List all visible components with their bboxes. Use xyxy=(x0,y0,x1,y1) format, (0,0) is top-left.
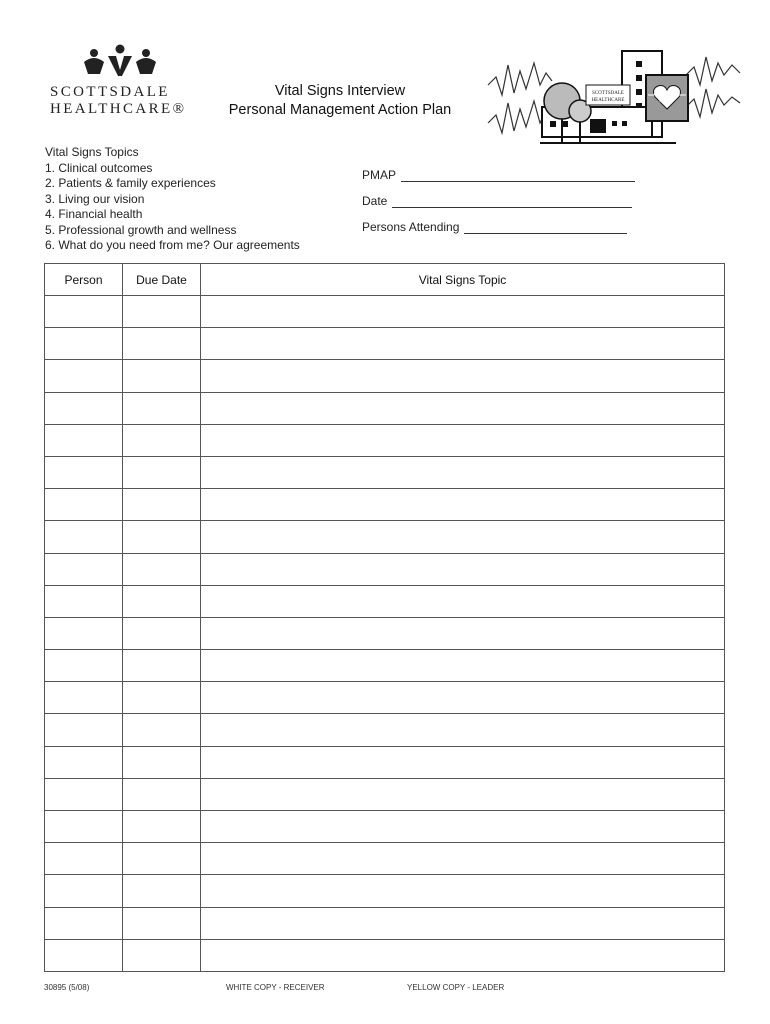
date-field[interactable] xyxy=(392,195,632,208)
table-row xyxy=(45,778,725,810)
person-cell[interactable] xyxy=(45,778,123,810)
table-row xyxy=(45,521,725,553)
pmap-field[interactable] xyxy=(401,169,635,182)
action-plan-table xyxy=(44,263,725,972)
topic-item: 3. Living our vision xyxy=(45,191,145,206)
person-cell[interactable] xyxy=(45,907,123,939)
due-date-cell[interactable] xyxy=(123,521,201,553)
due-date-cell[interactable] xyxy=(123,650,201,682)
logo-line-2: HEALTHCARE® xyxy=(50,101,187,117)
table-row xyxy=(45,682,725,714)
topic-item: 2. Patients & family experiences xyxy=(45,176,216,190)
vital-signs-topic-cell[interactable] xyxy=(201,746,725,778)
topics-heading: Vital Signs Topics xyxy=(45,145,139,159)
due-date-cell[interactable] xyxy=(123,746,201,778)
due-date-cell[interactable] xyxy=(123,456,201,488)
table-row xyxy=(45,811,725,843)
person-cell[interactable] xyxy=(45,360,123,392)
yellow-copy-note: YELLOW COPY - LEADER xyxy=(407,983,505,992)
vital-signs-topic-cell[interactable] xyxy=(201,714,725,746)
person-cell[interactable] xyxy=(45,424,123,456)
due-date-cell[interactable] xyxy=(123,489,201,521)
due-date-cell[interactable] xyxy=(123,939,201,971)
person-cell[interactable] xyxy=(45,682,123,714)
person-cell[interactable] xyxy=(45,553,123,585)
topic-item: 1. Clinical outcomes xyxy=(45,160,153,175)
due-date-cell[interactable] xyxy=(123,714,201,746)
topic-item: 4. Financial health xyxy=(45,207,143,221)
due-date-cell[interactable] xyxy=(123,553,201,585)
vital-signs-topic-cell[interactable] xyxy=(201,778,725,810)
person-cell[interactable] xyxy=(45,843,123,875)
table-row xyxy=(45,907,725,939)
vital-signs-topic-column-header: Vital Signs Topic xyxy=(201,264,725,296)
vital-signs-topic-cell[interactable] xyxy=(201,617,725,649)
table-row xyxy=(45,424,725,456)
vital-signs-topic-cell[interactable] xyxy=(201,328,725,360)
due-date-cell[interactable] xyxy=(123,328,201,360)
white-copy-note: WHITE COPY - RECEIVER xyxy=(226,983,325,992)
table-row xyxy=(45,328,725,360)
form-subtitle: Personal Management Action Plan xyxy=(228,102,452,118)
due-date-cell[interactable] xyxy=(123,424,201,456)
vital-signs-topic-cell[interactable] xyxy=(201,296,725,328)
due-date-cell[interactable] xyxy=(123,811,201,843)
person-cell[interactable] xyxy=(45,714,123,746)
vital-signs-topic-cell[interactable] xyxy=(201,875,725,907)
due-date-cell[interactable] xyxy=(123,360,201,392)
table-row xyxy=(45,650,725,682)
vital-signs-topic-cell[interactable] xyxy=(201,360,725,392)
due-date-cell[interactable] xyxy=(123,778,201,810)
logo-line-1: SCOTTSDALE xyxy=(50,84,170,100)
table-body xyxy=(45,296,725,972)
table-row xyxy=(45,746,725,778)
due-date-cell[interactable] xyxy=(123,296,201,328)
due-date-cell[interactable] xyxy=(123,875,201,907)
logo-people-icon xyxy=(80,44,160,78)
table-row xyxy=(45,617,725,649)
form-code: 30895 (5/08) xyxy=(44,983,90,992)
form-title: Vital Signs Interview xyxy=(274,83,406,99)
person-cell[interactable] xyxy=(45,456,123,488)
page-title xyxy=(200,82,480,120)
table-row xyxy=(45,553,725,585)
due-date-cell[interactable] xyxy=(123,682,201,714)
vital-signs-topic-cell[interactable] xyxy=(201,939,725,971)
table-row xyxy=(45,939,725,971)
sign-line-1: SCOTTSDALE xyxy=(592,91,624,96)
table-header-row xyxy=(45,264,725,296)
due-date-cell[interactable] xyxy=(123,392,201,424)
person-cell[interactable] xyxy=(45,296,123,328)
vital-signs-topic-cell[interactable] xyxy=(201,907,725,939)
due-date-cell[interactable] xyxy=(123,585,201,617)
person-cell[interactable] xyxy=(45,650,123,682)
person-cell[interactable] xyxy=(45,489,123,521)
table-row xyxy=(45,489,725,521)
person-cell[interactable] xyxy=(45,746,123,778)
person-cell[interactable] xyxy=(45,521,123,553)
topic-item: 6. What do you need from me? Our agreements xyxy=(45,238,300,252)
vital-signs-topics xyxy=(45,145,300,254)
vital-signs-topic-cell[interactable] xyxy=(201,811,725,843)
table-row xyxy=(45,392,725,424)
vital-signs-topic-cell[interactable] xyxy=(201,585,725,617)
vital-signs-topic-cell[interactable] xyxy=(201,553,725,585)
hospital-heartbeat-illustration xyxy=(486,45,742,155)
vital-signs-topic-cell[interactable] xyxy=(201,843,725,875)
vital-signs-topic-cell[interactable] xyxy=(201,489,725,521)
table-row xyxy=(45,456,725,488)
table-row xyxy=(45,296,725,328)
table-row xyxy=(45,714,725,746)
vital-signs-topic-cell[interactable] xyxy=(201,456,725,488)
person-column-header: Person xyxy=(45,264,123,296)
person-cell[interactable] xyxy=(45,585,123,617)
person-cell[interactable] xyxy=(45,939,123,971)
due-date-cell[interactable] xyxy=(123,843,201,875)
vital-signs-topic-cell[interactable] xyxy=(201,424,725,456)
sign-line-2: HEALTHCARE xyxy=(591,98,625,103)
persons-attending-label: Persons Attending xyxy=(362,220,460,234)
vital-signs-topic-cell[interactable] xyxy=(201,650,725,682)
table-row xyxy=(45,585,725,617)
person-cell[interactable] xyxy=(45,392,123,424)
pmap-label: PMAP xyxy=(362,168,397,182)
date-label: Date xyxy=(362,194,388,208)
due-date-cell[interactable] xyxy=(123,907,201,939)
topic-item: 5. Professional growth and wellness xyxy=(45,222,237,237)
table-row xyxy=(45,875,725,907)
due-date-cell[interactable] xyxy=(123,617,201,649)
person-cell[interactable] xyxy=(45,617,123,649)
person-cell[interactable] xyxy=(45,875,123,907)
table-row xyxy=(45,360,725,392)
due-date-column-header: Due Date xyxy=(123,264,201,296)
persons-attending-field[interactable] xyxy=(464,221,627,234)
scottsdale-healthcare-logo xyxy=(50,44,190,119)
person-cell[interactable] xyxy=(45,328,123,360)
vital-signs-topic-cell[interactable] xyxy=(201,682,725,714)
vital-signs-topic-cell[interactable] xyxy=(201,392,725,424)
person-cell[interactable] xyxy=(45,811,123,843)
vital-signs-topic-cell[interactable] xyxy=(201,521,725,553)
table-row xyxy=(45,843,725,875)
